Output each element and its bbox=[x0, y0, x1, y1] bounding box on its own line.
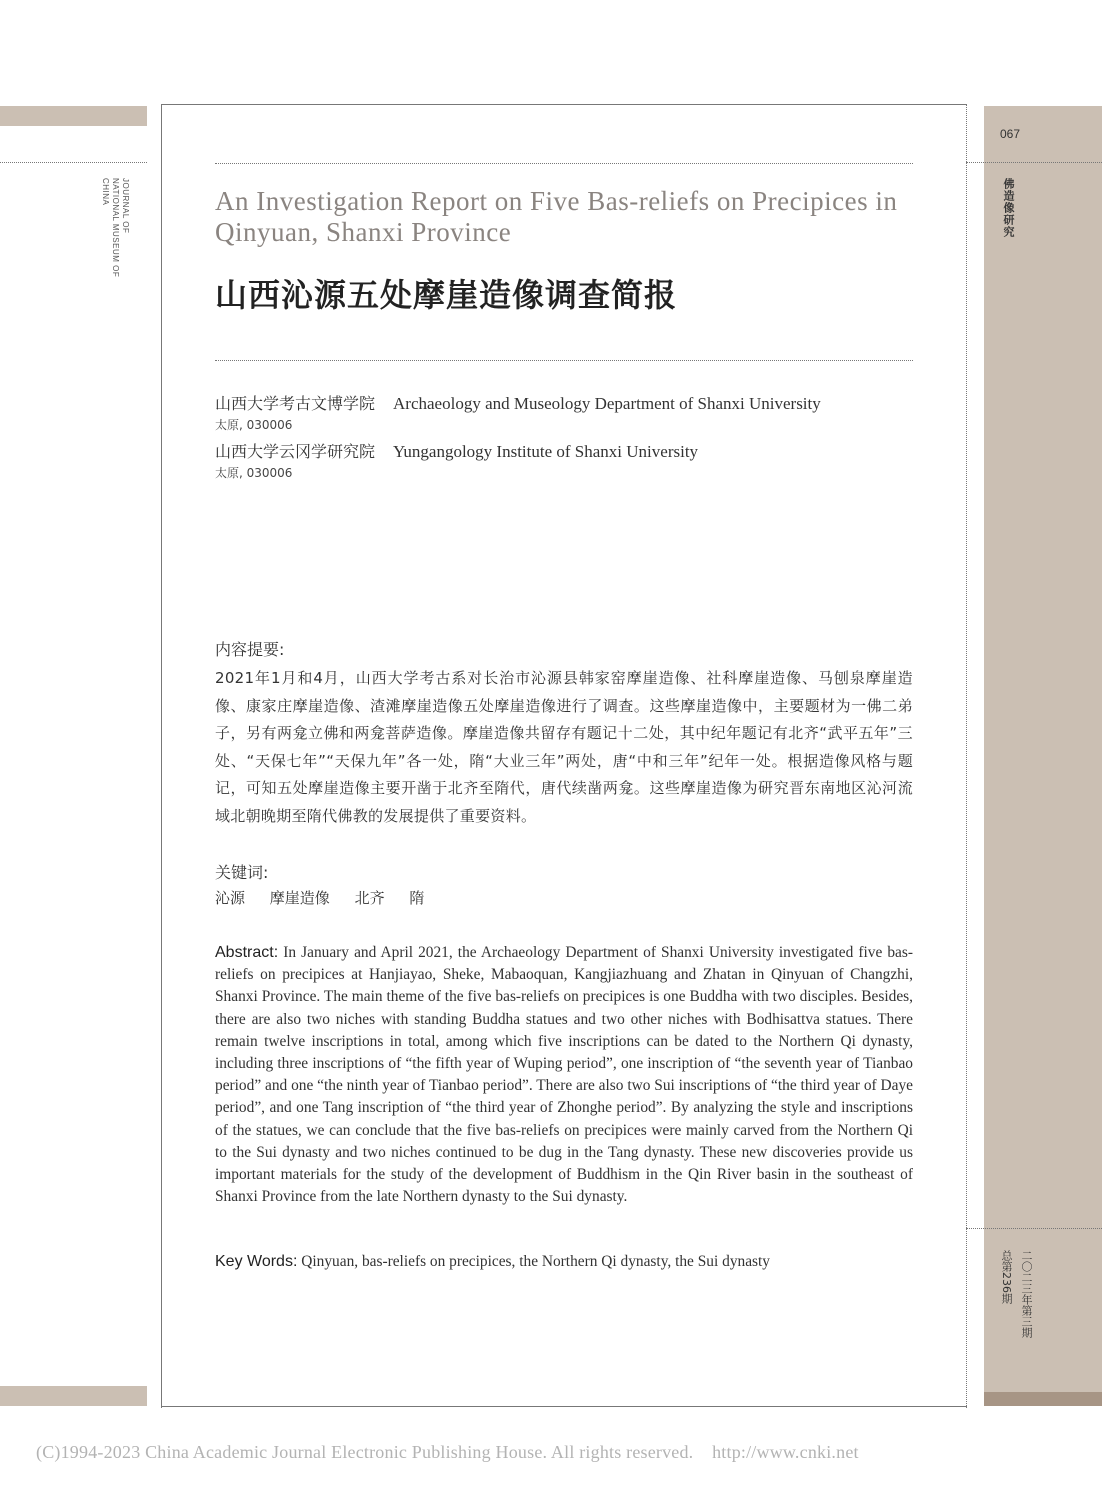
cnki-link[interactable]: http://www.cnki.net bbox=[712, 1442, 859, 1462]
keywords-zh-label: 关键词: bbox=[215, 863, 269, 882]
left-bottom-band bbox=[0, 1386, 147, 1406]
keywords-en bbox=[215, 1253, 913, 1271]
affiliation-en: Archaeology and Museology Department of Shanxi University bbox=[393, 394, 821, 413]
title-top-rule bbox=[215, 163, 913, 164]
affiliation-2-city: 太原, 030006 bbox=[215, 466, 293, 480]
left-dotted-rule bbox=[0, 162, 147, 163]
english-title: An Investigation Report on Five Bas-reliefs on Precipices in Qinyuan, Shanxi Province bbox=[215, 186, 898, 247]
column-label: 佛造像研究 bbox=[1002, 178, 1015, 238]
right-side-panel bbox=[984, 106, 1102, 1406]
copyright-notice: (C)1994-2023 China Academic Journal Electronic Publishing House. All rights reserved. bbox=[36, 1442, 694, 1462]
right-panel-bottom-band bbox=[984, 1392, 1102, 1406]
keyword-zh: 北齐 bbox=[354, 889, 385, 907]
keyword-zh: 隋 bbox=[409, 889, 425, 907]
page-number: 067 bbox=[1000, 127, 1021, 141]
journal-name-line: NATIONAL MUSEUM OF bbox=[111, 178, 120, 278]
right-dotted-rule-top bbox=[966, 162, 1102, 163]
affiliation-2 bbox=[215, 439, 915, 462]
frame-top-line bbox=[161, 104, 967, 105]
keywords-en-label: Key Words: bbox=[215, 1253, 298, 1270]
left-top-band bbox=[0, 106, 147, 126]
abstract-zh-text: 2021年1月和4月，山西大学考古系对长治市沁源县韩家窑摩崖造像、社科摩崖造像、马刨泉摩崖造像、康家庄摩崖造像、渣滩摩崖造像五处摩崖造像进行了调查。这些摩崖造像中，主要题材为一佛二弟子，另有两龛立佛和两龛菩萨造像。摩崖造像共留存有题记十二处，其中纪年题记有北齐“武平五年”三处、“天保七年”“天保九年”各一处，隋“大业三年”两处，唐“中和三年”纪年一处。根据造像风格与题记，可知五处摩崖造像主要开凿于北齐至隋代，唐代续凿两龛。这些摩崖造像为研究晋东南地区沁河流域北朝晚期至隋代佛教的发展提供了重要资料。 bbox=[215, 669, 913, 825]
journal-name-line: JOURNAL OF bbox=[121, 178, 130, 234]
keywords-en-text: Qinyuan, bas-reliefs on precipices, the Northern Qi dynasty, the Sui dynasty bbox=[301, 1253, 770, 1270]
affiliation-1 bbox=[215, 391, 915, 414]
chinese-title: 山西沁源五处摩崖造像调查简报 bbox=[215, 276, 678, 314]
issue-total: 总第236期 bbox=[1000, 1250, 1013, 1304]
title-bottom-rule bbox=[215, 360, 913, 361]
frame-bottom-line bbox=[161, 1406, 967, 1407]
abstract-zh-label: 内容提要: bbox=[215, 640, 285, 659]
abstract-en bbox=[215, 942, 913, 1208]
journal-name-line: CHINA bbox=[101, 178, 110, 206]
abstract-en-label: Abstract: bbox=[215, 944, 279, 961]
affiliation-1-city: 太原, 030006 bbox=[215, 418, 293, 432]
keyword-zh: 摩崖造像 bbox=[269, 889, 330, 907]
right-dotted-rule-bottom bbox=[966, 1228, 1102, 1229]
keyword-zh: 沁源 bbox=[215, 889, 246, 907]
keywords-zh bbox=[215, 887, 444, 908]
abstract-en-text: In January and April 2021, the Archaeology Department of Shanxi University investigated five bas-reliefs on precipices at Hanjiayao, Sheke, Mabaoquan, Kangjiazhuang and Zhatan in Qinyuan of Changzhi, Shanxi Province. The main theme of the five bas-reliefs on precipices is one Buddha with two disciples. Besides, there are also two niches with standing Buddha statues and two other niches with Bodhisattva statues. There remain twelve inscriptions in total, among which five inscriptions can be dated to the Northern Qi dynasty, including three inscriptions of “the fifth year of Wuping period”, one inscription of “the seventh year of Tianbao period” and one “the ninth year of Tianbao period”. There are also two Sui inscriptions of “the third year of Daye period”, and one Tang inscription of “the third year of Zhonghe period”. By analyzing the style and inscriptions of the statues, we can conclude that the five bas-reliefs on precipices were mainly carved from the Northern Qi to the Sui dynasty and two niches continued to be dug in the Tang dynasty. These new discoveries provide us important materials for the study of the development of Buddhism in the Qin River basin in the southeast of Shanxi Province from the late Northern dynasty to the Sui dynasty. bbox=[215, 944, 913, 1206]
issue-year: 二〇二三年第三期 bbox=[1020, 1250, 1033, 1338]
affiliation-zh: 山西大学考古文博学院 bbox=[215, 394, 376, 413]
journal-name bbox=[80, 178, 130, 308]
frame-left-line bbox=[161, 104, 162, 1408]
affiliation-en: Yungangology Institute of Shanxi University bbox=[393, 442, 699, 461]
affiliation-zh: 山西大学云冈学研究院 bbox=[215, 442, 376, 461]
frame-right-line bbox=[966, 104, 967, 1408]
footer bbox=[36, 1442, 873, 1463]
